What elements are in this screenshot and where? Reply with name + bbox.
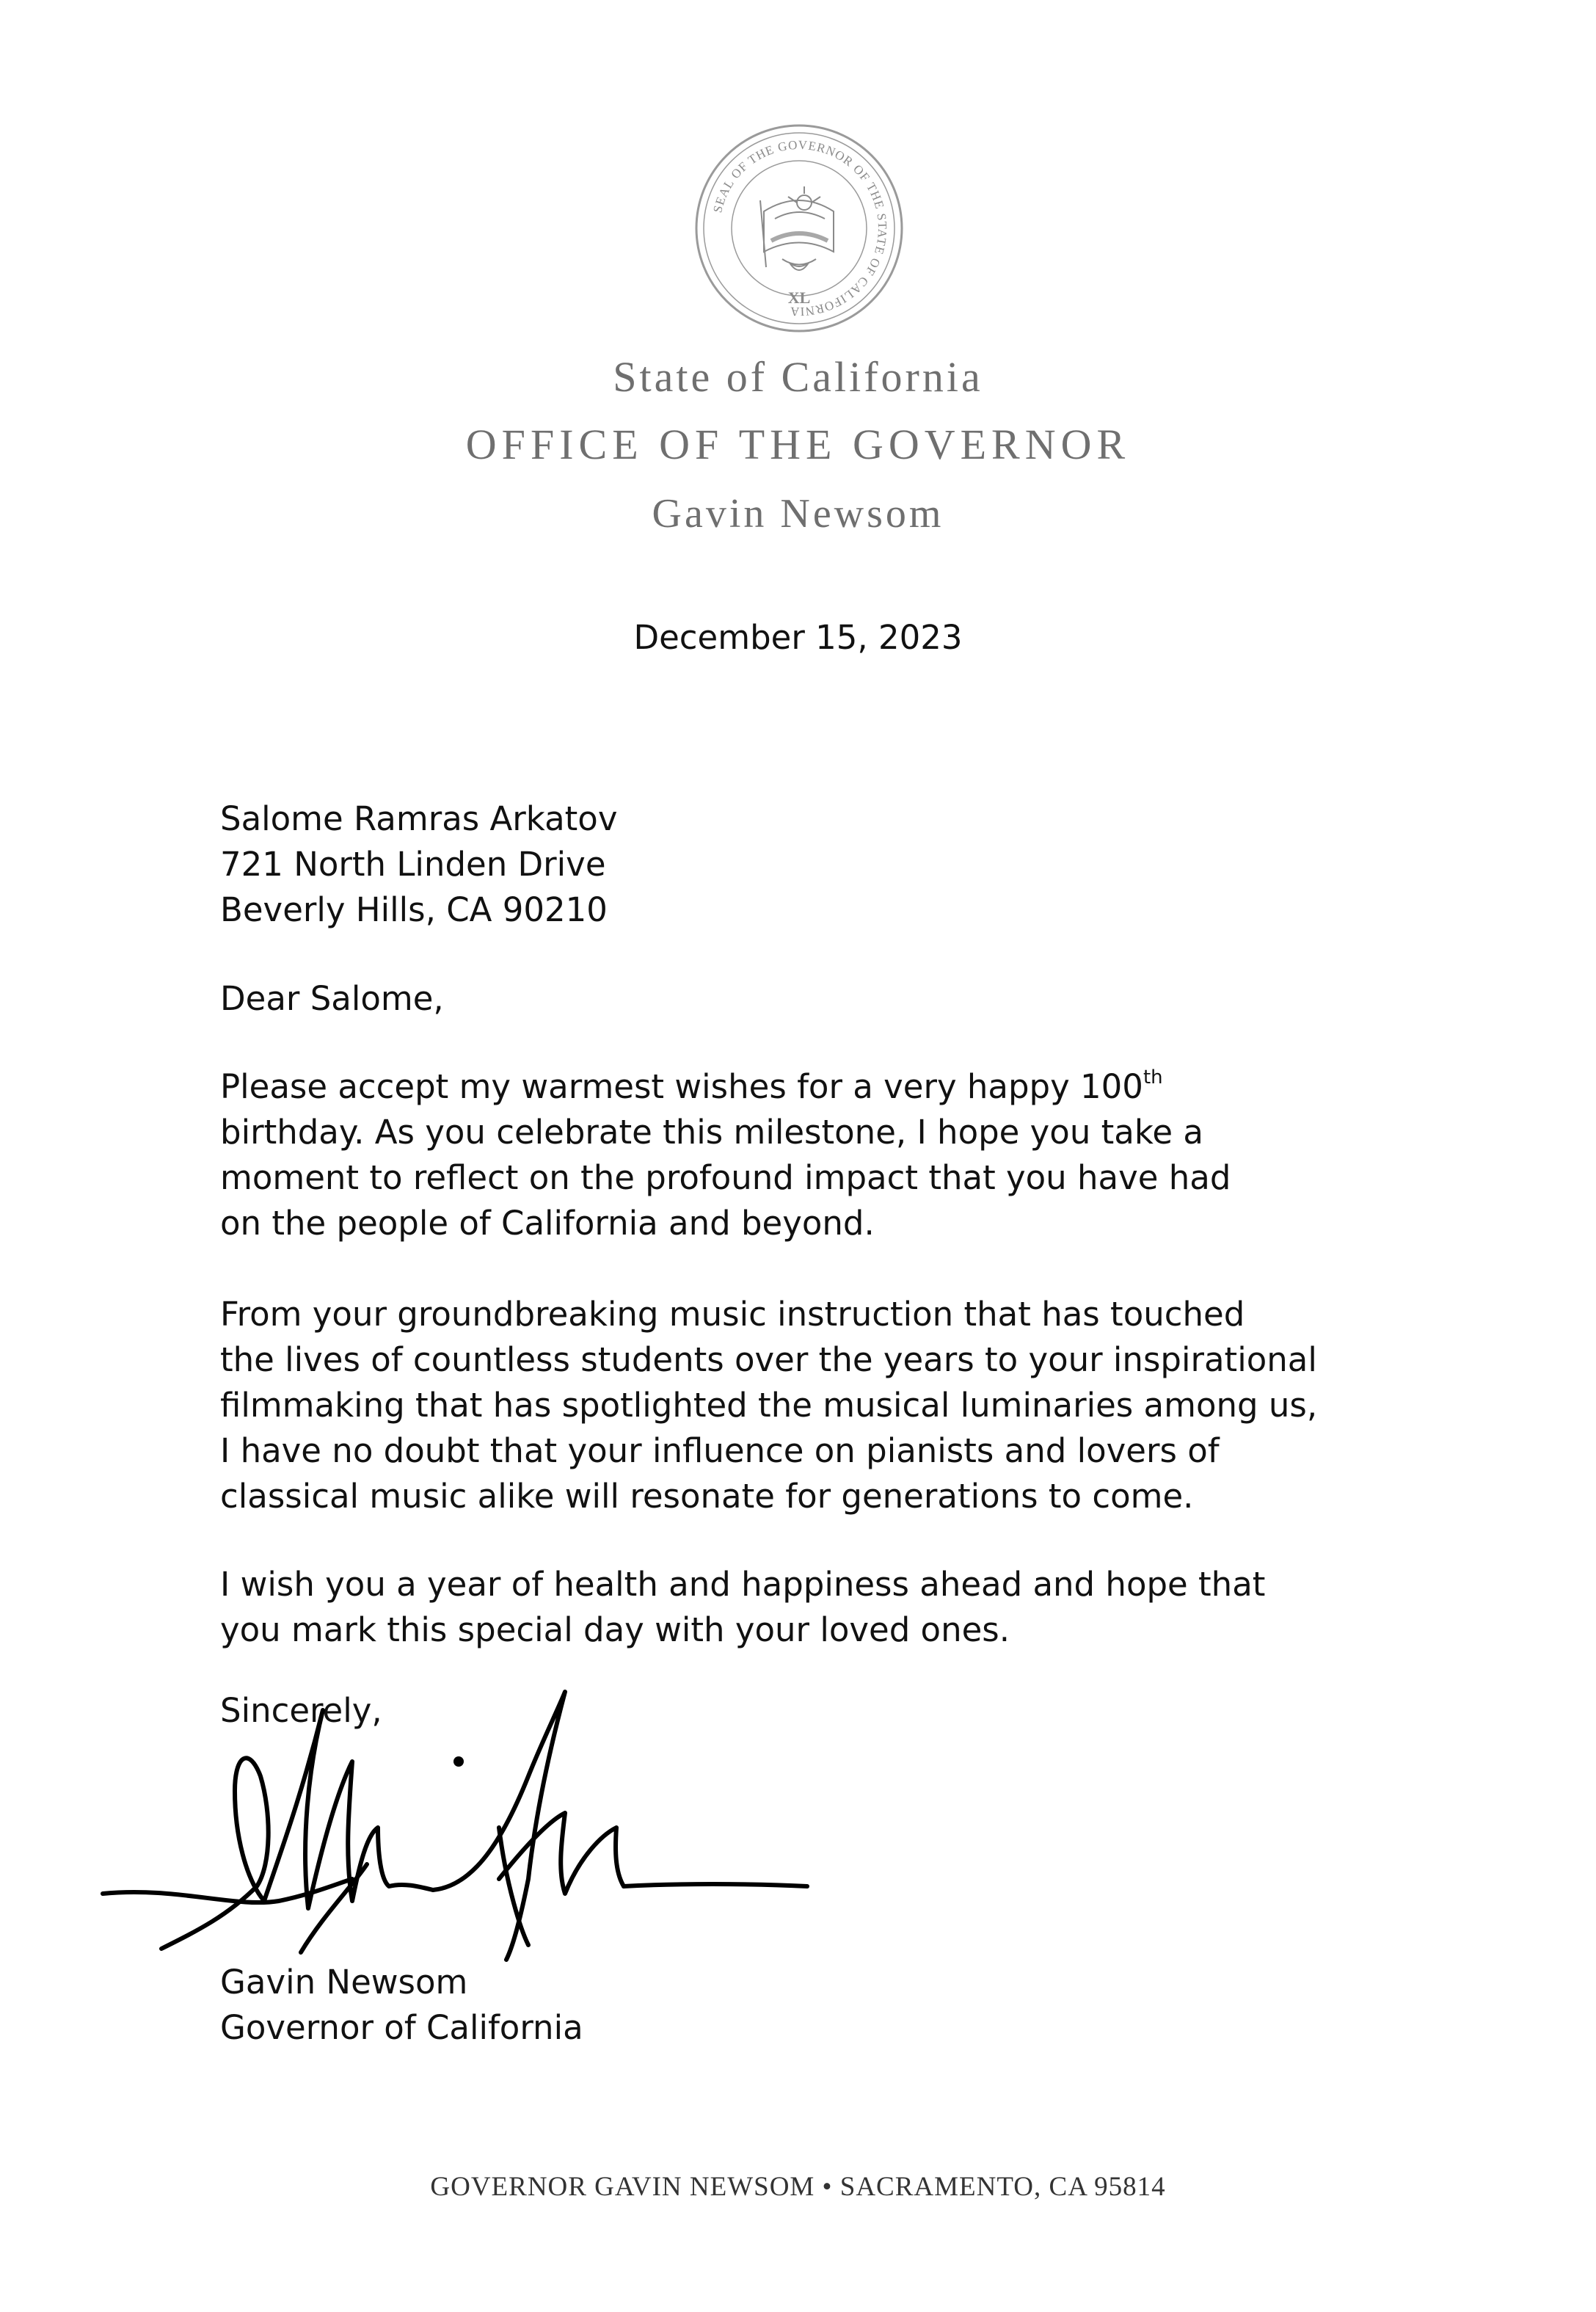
- paragraph-line: you mark this special day with your loved ones.: [220, 1610, 1010, 1649]
- recipient-city: Beverly Hills, CA 90210: [220, 890, 608, 929]
- letterhead-governor-name: Gavin Newsom: [652, 491, 944, 537]
- paragraph-line: I wish you a year of health and happiness ahead and hope that: [220, 1565, 1266, 1604]
- recipient-address: [220, 796, 1394, 933]
- greeting-text: Dear Salome,: [220, 979, 444, 1018]
- paragraph-line: [220, 1064, 1394, 1110]
- paragraph-line: classical music alike will resonate for generations to come.: [220, 1477, 1194, 1516]
- paragraph-line: filmmaking that has spotlighted the musical luminaries among us,: [220, 1386, 1318, 1425]
- paragraph-line: the lives of countless students over the years to your inspirational: [220, 1340, 1317, 1379]
- signer-name: Gavin Newsom: [220, 1963, 468, 2002]
- signer-title: Governor of California: [220, 2008, 583, 2047]
- paragraph-line: moment to reflect on the profound impact that you have had: [220, 1158, 1231, 1197]
- paragraph-line: I have no doubt that your influence on pianists and lovers of: [220, 1431, 1220, 1470]
- paragraph-3: [220, 1562, 1394, 1653]
- recipient-street: 721 North Linden Drive: [220, 845, 606, 884]
- paragraph-2: [220, 1292, 1394, 1519]
- letterhead-office: OFFICE OF THE GOVERNOR: [465, 421, 1131, 468]
- paragraph-line: on the people of California and beyond.: [220, 1204, 875, 1243]
- seal-ring-text: SEAL OF THE GOVERNOR OF THE STATE OF CALIFORNIA: [710, 137, 890, 319]
- paragraph-line: birthday. As you celebrate this milestone, I hope you take a: [220, 1113, 1203, 1152]
- paragraph-1-line-1: Please accept my warmest wishes for a very happy 100: [220, 1067, 1143, 1106]
- letter-footer: GOVERNOR GAVIN NEWSOM • SACRAMENTO, CA 95814: [430, 2172, 1166, 2202]
- letterhead-state: State of California: [613, 353, 983, 401]
- closing-text: Sincerely,: [220, 1691, 382, 1730]
- paragraph-line: From your groundbreaking music instruction that has touched: [220, 1295, 1245, 1334]
- letter-date: December 15, 2023: [633, 618, 963, 657]
- ordinal-suffix: th: [1143, 1066, 1163, 1088]
- seal-numeral: XL: [787, 288, 811, 307]
- handwritten-signature-icon: [88, 1666, 822, 1989]
- greeting: [220, 976, 1394, 1022]
- california-governor-seal-icon: [694, 123, 904, 333]
- recipient-name: Salome Ramras Arkatov: [220, 799, 618, 838]
- paragraph-1: [220, 1064, 1394, 1246]
